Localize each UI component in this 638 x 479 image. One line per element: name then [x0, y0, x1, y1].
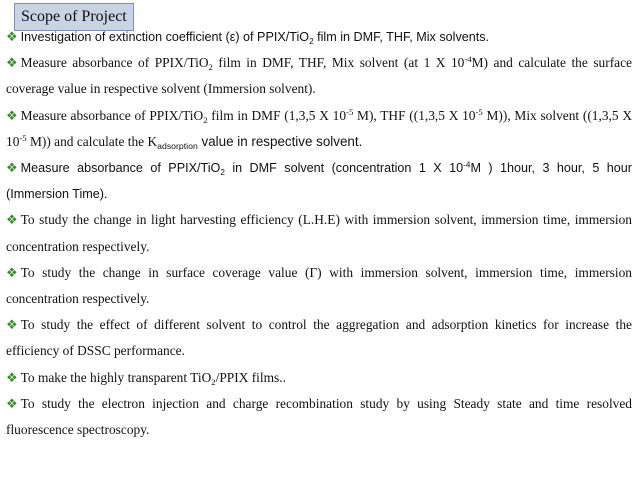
- item-text: To study the change in light harvesting efficiency (L.H.E) with immersion solvent, immersion time, immersion concentration respectively.: [6, 212, 632, 254]
- list-item: [6, 24, 632, 50]
- list-item: [6, 50, 632, 102]
- diamond-bullet-icon: ❖: [6, 212, 18, 228]
- diamond-bullet-icon: ❖: [6, 160, 18, 176]
- item-text: To study the effect of different solvent to control the aggregation and adsorption kinetics for increase the efficiency of DSSC performance.: [6, 317, 632, 359]
- superscript: -5: [346, 106, 354, 117]
- item-text: Investigation of extinction coefficient (ε) of PPIX/TiO: [20, 30, 310, 44]
- item-text: Measure absorbance of PPIX/TiO: [20, 107, 204, 123]
- superscript: -5: [19, 133, 27, 144]
- subscript: 2: [208, 62, 213, 73]
- list-item: [6, 155, 632, 207]
- diamond-bullet-icon: ❖: [6, 317, 18, 333]
- slide-title: Scope of Project: [14, 3, 134, 31]
- subscript: 2: [211, 376, 216, 387]
- item-text: M ) 1hour, 3 hour, 5 hour (Immersion Time).: [6, 161, 632, 202]
- item-text: in DMF solvent (concentration 1 X 10: [224, 161, 464, 176]
- scope-list: [6, 24, 632, 443]
- item-text: film in DMF, THF, Mix solvents.: [313, 30, 490, 44]
- item-text: M) and calculate the surface coverage value in respective solvent (Immersion solvent).: [6, 55, 632, 97]
- list-item: [6, 312, 632, 364]
- item-text: value in respective solvent.: [197, 133, 363, 149]
- item-text: To study the change in surface coverage value (Γ) with immersion solvent, immersion time, immersion concentration respectively.: [6, 264, 632, 307]
- diamond-bullet-icon: ❖: [6, 395, 18, 411]
- list-item: [6, 103, 632, 155]
- item-text: Measure absorbance of PPIX/TiO: [20, 55, 209, 71]
- diamond-bullet-icon: ❖: [6, 55, 18, 71]
- list-item: [6, 391, 632, 443]
- item-text: /PPIX films..: [215, 369, 286, 385]
- superscript: -4: [464, 54, 472, 65]
- item-text: To study the electron injection and charge recombination study by using Steady state and time resolved fluorescence spectroscopy.: [6, 395, 632, 438]
- subscript: 2: [220, 167, 225, 177]
- diamond-bullet-icon: ❖: [6, 107, 18, 123]
- item-text: M)) and calculate the K: [26, 133, 158, 149]
- subscript: 2: [309, 36, 314, 46]
- diamond-bullet-icon: ❖: [6, 264, 18, 280]
- superscript: -4: [463, 160, 471, 170]
- item-text: To make the highly transparent TiO: [20, 369, 212, 385]
- list-item: [6, 365, 632, 391]
- item-text: M)), Mix solvent ((1,3,5 X 10: [6, 107, 632, 149]
- item-text: film in DMF, THF, Mix solvent (at 1 X 10: [212, 55, 465, 71]
- list-item: [6, 260, 632, 312]
- diamond-bullet-icon: ❖: [6, 369, 18, 385]
- item-text: film in DMF (1,3,5 X 10: [207, 107, 347, 123]
- subscript: 2: [203, 114, 208, 125]
- item-text: M), THF ((1,3,5 X 10: [353, 107, 476, 123]
- subscript: adsorption: [157, 140, 198, 151]
- list-item: [6, 207, 632, 259]
- diamond-bullet-icon: ❖: [6, 29, 18, 44]
- superscript: -5: [475, 106, 483, 117]
- item-text: Measure absorbance of PPIX/TiO: [20, 161, 221, 176]
